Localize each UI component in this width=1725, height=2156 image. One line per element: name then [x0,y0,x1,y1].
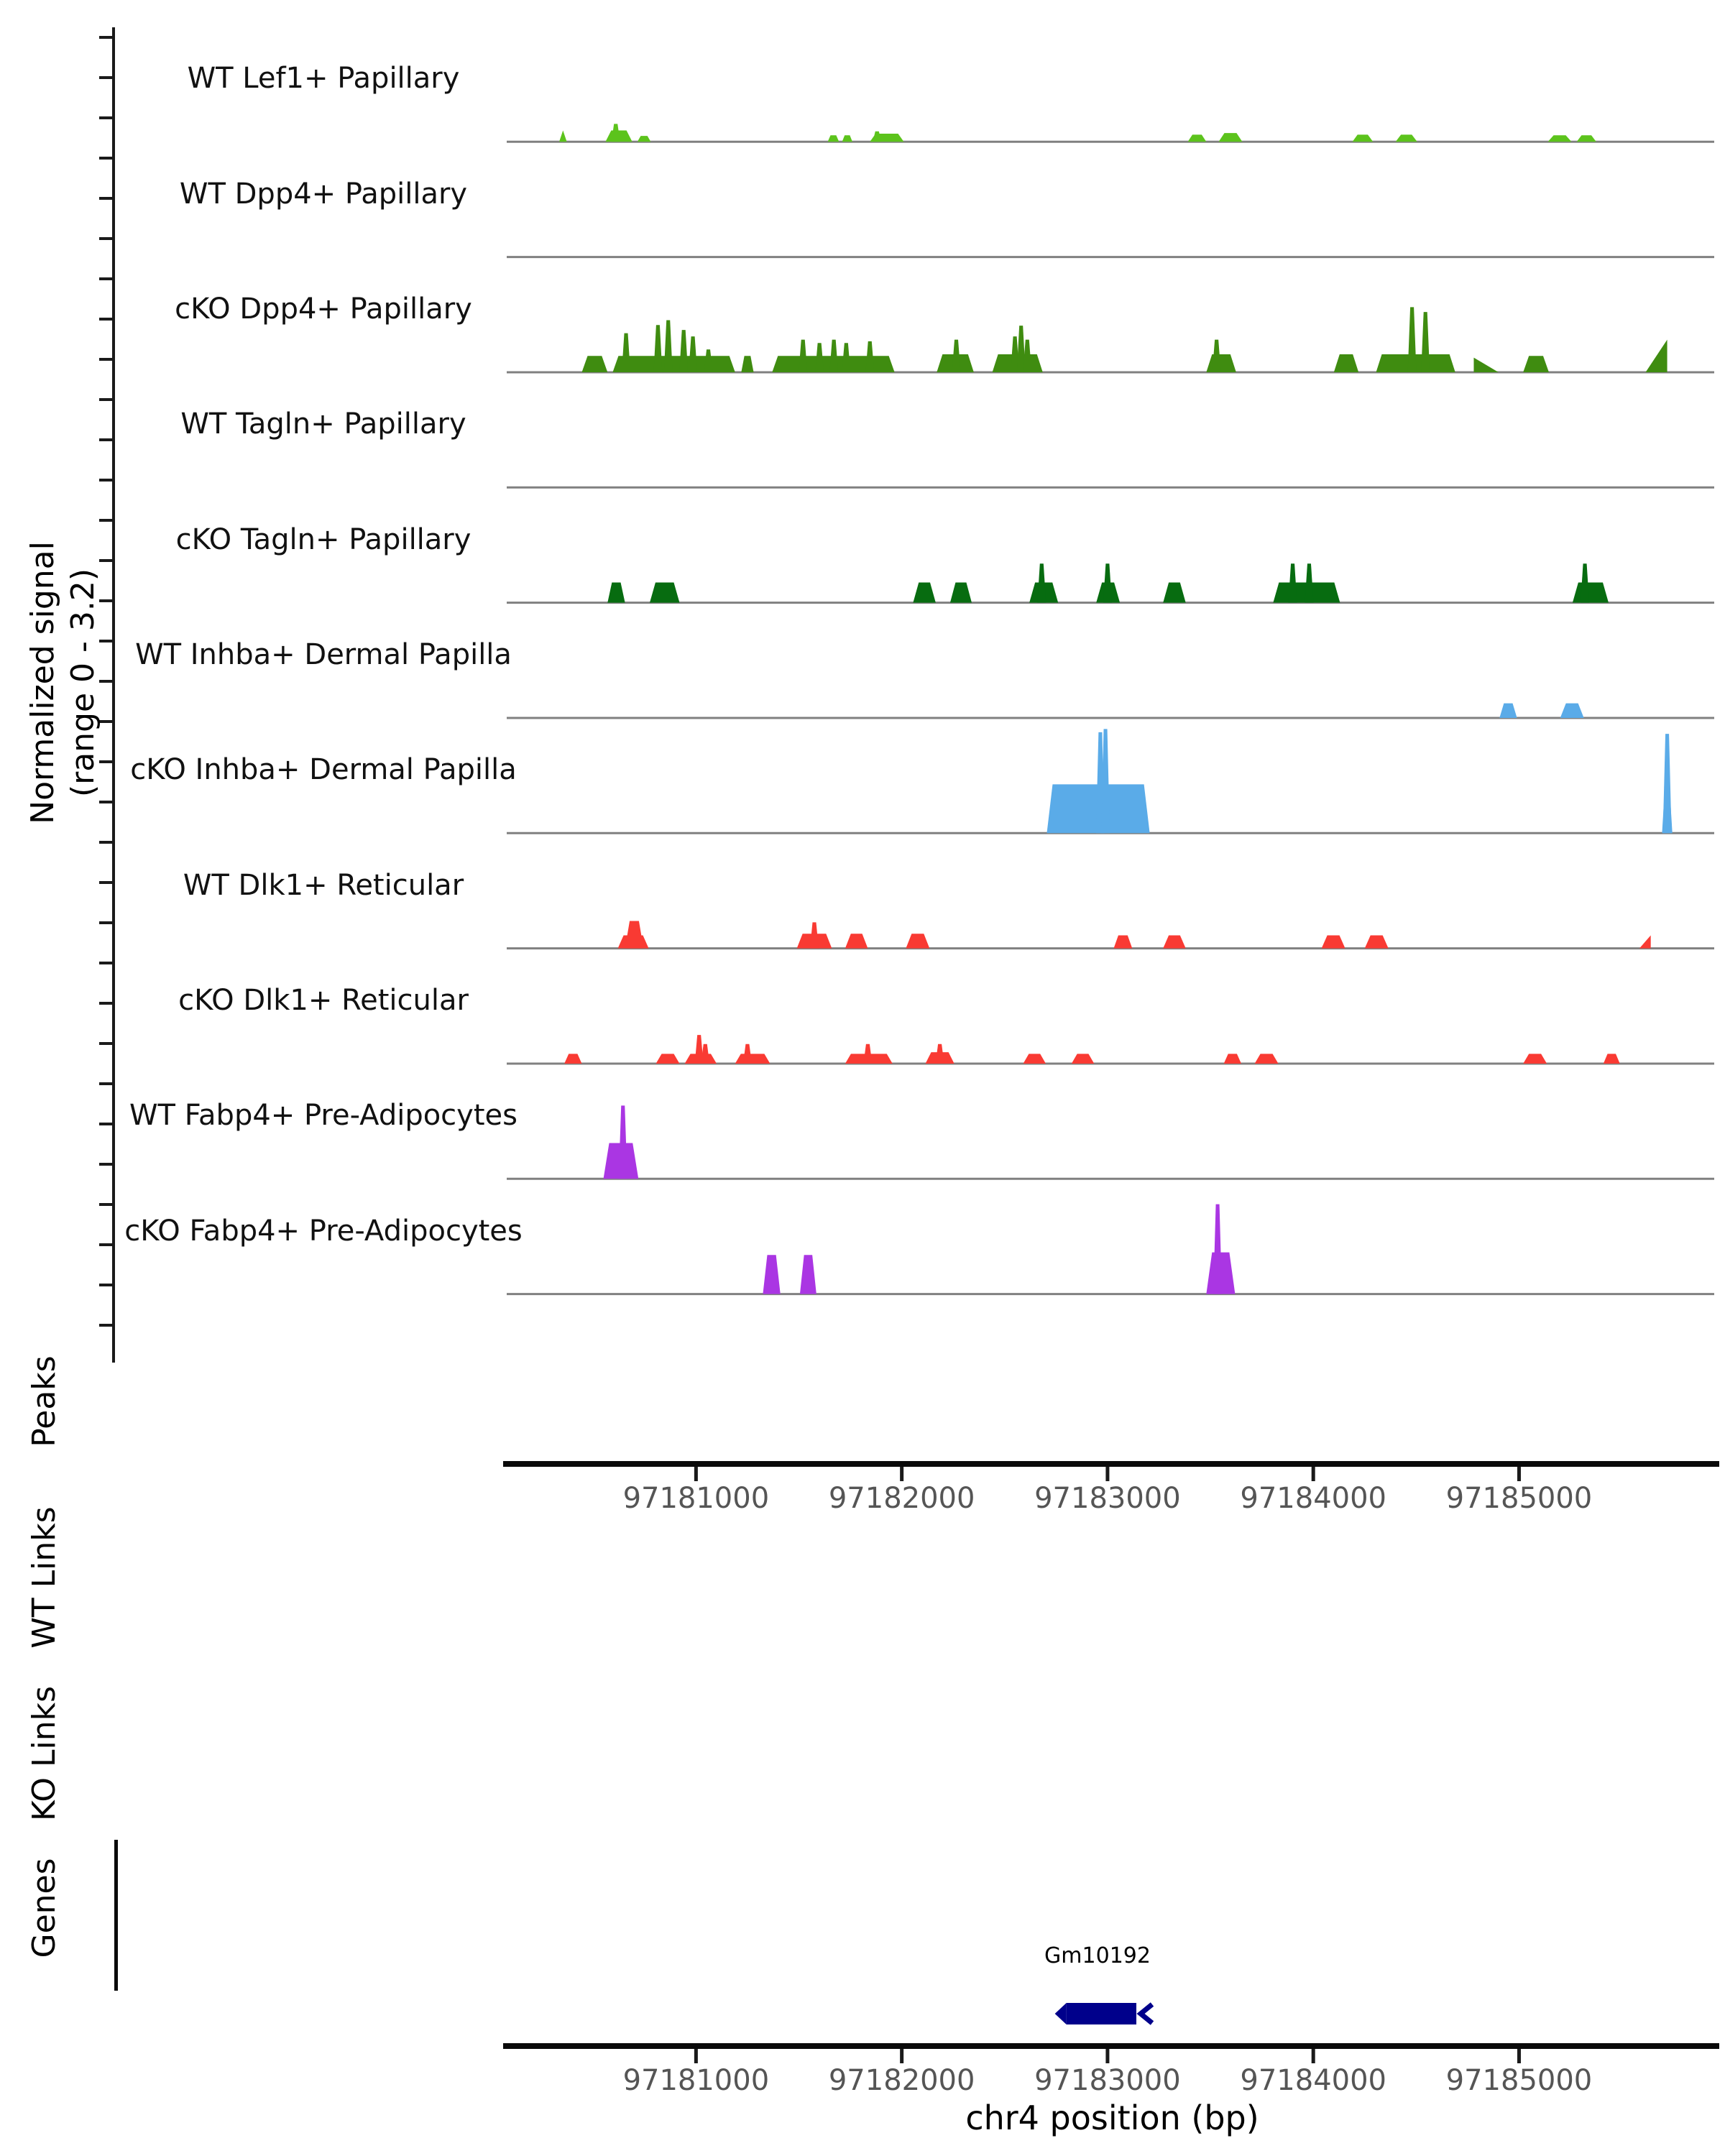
genome-axis-tick [1312,1467,1315,1481]
signal-spike [1103,563,1112,602]
signal-peak [1396,134,1417,142]
signal-spike [842,343,850,372]
signal-peak [1573,583,1609,603]
signal-spike [1213,340,1221,372]
signal-peak [1604,1054,1620,1064]
gene-name-label: Gm10192 [1044,1943,1151,1968]
signal-spike [664,320,673,372]
signal-spike [936,1044,944,1064]
signal-peak [1322,935,1346,948]
signal-axis-tick [99,116,112,119]
signal-peak [581,356,607,372]
signal-peak [1224,1054,1241,1064]
genome-axis-tick [1312,2049,1315,2063]
signal-peak [1163,583,1185,603]
signal-peak [1523,356,1549,372]
signal-spike [1663,734,1672,833]
signal-axis-tick [99,1324,112,1327]
signal-peak [1560,704,1584,718]
signal-axis-tick [99,841,112,844]
signal-axis-spine [112,27,115,1363]
x-axis-title: chr4 position (bp) [965,2099,1259,2137]
signal-axis-tick [99,519,112,522]
signal-spike [743,1044,752,1064]
signal-spike [1289,563,1297,602]
track-label-8: WT Dlk1+ Reticular [183,868,464,902]
signal-spike [810,922,819,948]
signal-axis-tick [99,398,112,401]
genome-axis-tick [900,2049,903,2063]
x-tick-label: 97184000 [1240,2064,1386,2097]
signal-peak [845,934,868,948]
section-label-wt-links: WT Links [26,1506,63,1649]
signal-axis-tick [99,277,112,280]
signal-peak [1206,354,1236,372]
signal-spike [679,330,688,372]
signal-axis-tick [99,1203,112,1206]
signal-peak [1219,133,1243,142]
signal-spike [1213,1204,1222,1294]
signal-peak [650,583,680,603]
signal-axis-tick [99,1042,112,1045]
signal-peak [1523,1054,1547,1064]
y-axis-label-line1: Normalized signal [24,541,61,824]
signal-spike [815,343,824,372]
signal-peak [1024,1054,1046,1064]
signal-axis-tick [99,962,112,964]
signal-axis-tick [99,157,112,160]
signal-peak [559,130,567,142]
signal-axis-tick [99,881,112,884]
track-label-4: WT Tagln+ Papillary [180,407,466,441]
signal-spike [1581,563,1589,602]
section-label-ko-links: KO Links [26,1685,63,1822]
track-label-5: cKO Tagln+ Papillary [175,522,472,556]
track-label-6: WT Inhba+ Dermal Papilla [135,637,512,671]
signal-spike [1037,563,1046,602]
signal-axis-tick [99,36,112,39]
signal-peak [564,1054,581,1064]
signal-spike [952,340,961,372]
track-label-9: cKO Dlk1+ Reticular [178,983,469,1017]
signal-peak [913,583,935,603]
signal-peak [1499,704,1517,718]
genome-axis-tick [1517,2049,1521,2063]
signal-axis-tick [99,1002,112,1005]
signal-peak [1353,134,1374,142]
track-label-1: WT Lef1+ Papillary [187,62,460,96]
signal-peak [625,921,644,949]
signal-spike [704,349,713,372]
track-label-3: cKO Dpp4+ Papillary [175,292,472,326]
signal-peak [741,356,753,372]
signal-axis-tick [99,76,112,79]
signal-spike [619,1105,627,1179]
section-label-peaks: Peaks [26,1355,63,1447]
signal-peak [842,135,852,142]
signal-peak [1639,935,1651,948]
y-axis-label-line2: (range 0 - 3.2) [65,568,101,798]
signal-axis-tick [99,479,112,482]
signal-spike [612,124,620,142]
signal-peak [607,583,625,603]
signal-peak [1473,358,1498,372]
signal-peak [1255,1054,1279,1064]
track-label-10: WT Fabp4+ Pre-Adipocytes [129,1099,518,1133]
signal-axis-tick [99,358,112,361]
signal-peak [800,1255,816,1294]
signal-spike [1408,307,1417,372]
signal-spike [701,1044,709,1064]
section-label-genes: Genes [26,1858,63,1958]
signal-spike [653,325,662,372]
signal-peak [1072,1054,1094,1064]
genome-axis-tick [694,2049,698,2063]
signal-peak [656,1054,680,1064]
signal-axis-tick [99,197,112,200]
x-tick-label: 97181000 [622,2064,770,2097]
x-tick-label: 97185000 [1445,1482,1593,1515]
signal-peak [1188,134,1207,142]
signal-spike [1023,340,1031,372]
signal-spike [622,333,630,372]
signal-peak [735,1054,770,1064]
track-label-7: cKO Inhba+ Dermal Papilla [130,753,517,787]
genome-axis-tick [1517,1467,1521,1481]
x-tick-label: 97182000 [828,1482,975,1515]
signal-peak [1646,340,1668,372]
signal-spike [1101,729,1110,833]
signal-peak [828,135,840,142]
signal-peak [950,583,972,603]
signal-axis-tick [99,1284,112,1286]
signal-peak [612,356,735,372]
signal-spike [799,340,807,372]
x-tick-label: 97184000 [1240,1482,1386,1515]
genome-axis [503,1461,1719,1467]
signal-peak [638,136,651,142]
genome-axis-tick [1105,1467,1109,1481]
gene-strand-chevron-icon [1141,2004,1152,2023]
x-tick-label: 97183000 [1034,1482,1181,1515]
y-axis-label [23,541,104,824]
signal-axis-tick [99,237,112,240]
signal-spike [865,341,874,372]
signal-axis-tick [99,1123,112,1125]
signal-spike [873,132,881,142]
signal-peak [1334,354,1358,372]
x-tick-label: 97182000 [828,2064,975,2097]
genome-axis-tick [900,1467,903,1481]
signal-axis-tick [99,1163,112,1166]
signal-peak [1163,935,1185,948]
track-label-11: cKO Fabp4+ Pre-Adipocytes [124,1214,523,1248]
signal-spike [1421,312,1430,372]
x-tick-label: 97181000 [622,1482,770,1515]
signal-axis-tick [99,1082,112,1085]
genome-axis-tick [1105,2049,1109,2063]
signal-peak [1114,935,1133,948]
x-tick-label: 97183000 [1034,2064,1181,2097]
signal-axis-tick [99,438,112,441]
genome-axis [503,2043,1719,2049]
signal-axis-tick [99,1243,112,1246]
track-label-2: WT Dpp4+ Papillary [179,177,468,211]
genes-section-spine [114,1840,118,1991]
signal-spike [1305,563,1313,602]
signal-peak [906,934,929,948]
signal-spike [829,340,838,372]
signal-axis-tick [99,921,112,924]
signal-peak [1548,135,1572,142]
signal-spike [689,336,697,372]
signal-peak [763,1255,780,1294]
x-tick-label: 97185000 [1445,2064,1593,2097]
signal-axis-tick [99,318,112,321]
gene-body [1067,2003,1136,2024]
genome-axis-tick [694,1467,698,1481]
signal-peak [1577,135,1596,142]
gene-strand-arrow-left-icon [1055,2003,1067,2024]
signal-spike [863,1044,872,1064]
signal-peak [1365,935,1389,948]
